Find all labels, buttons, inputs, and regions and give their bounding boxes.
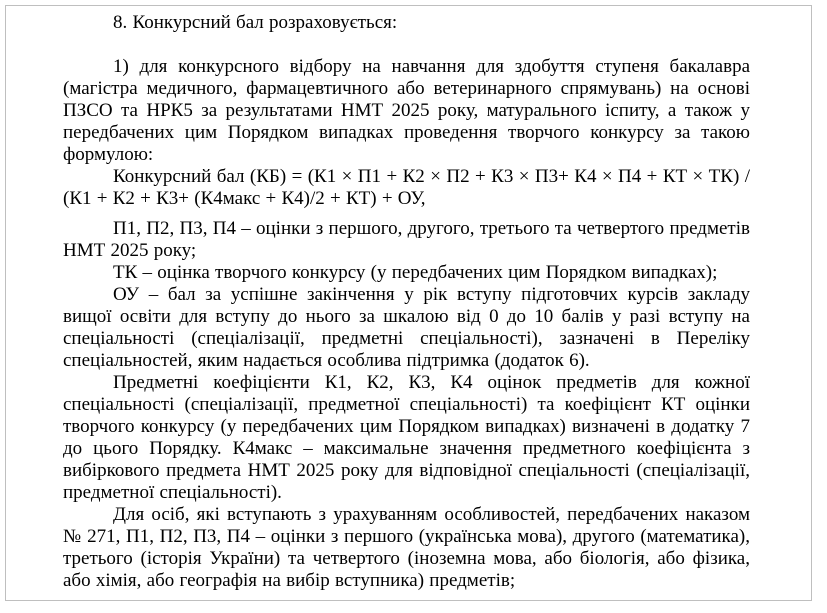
paragraph-heading: 8. Конкурсний бал розраховується: (113, 12, 398, 33)
document-page (5, 5, 812, 601)
paragraph-special-cases: Для осіб, які вступають з урахуванням особливостей, передбачених наказом № 271, П1, П2, П3, П4 – оцінки з першого (українська мова), другого (математика), третього (історія України) та четвертого (іноземна мова, або біологія, або фізика, або хімія, або географія на вибір вступника) предметів; (63, 504, 750, 591)
paragraph-definition-p1-p4: П1, П2, П3, П4 – оцінки з першого, другого, третього та четвертого предметів НМТ 2025 року; (63, 218, 750, 261)
paragraph-intro: 1) для конкурсного відбору на навчання для здобуття ступеня бакалавра (магістра медичного, фармацевтичного або ветеринарного спрямувань) на основі ПЗСО та НРК5 за результатами НМТ 2025 року, матурального іспиту, а також у передбачених цим Порядком випадках проведення творчого конкурсу за такою формулою: (63, 56, 750, 165)
paragraph-coefficients: Предметні коефіцієнти К1, К2, К3, К4 оцінок предметів для кожної спеціальності (спеціалізації, предметної спеціальності) та коефіцієнт КТ оцінки творчого конкурсу (у передбачених цим Порядком випадках) визначені в додатку 7 до цього Порядку. К4макс – максимальне значення предметного коефіцієнта з вибіркового предмета НМТ 2025 року для відповідної спеціальності (спеціалізації, предметної спеціальності). (63, 372, 750, 503)
paragraph-definition-ou: ОУ – бал за успішне закінчення у рік вступу підготовчих курсів закладу вищої освіти для вступу до нього за шкалою від 0 до 10 балів у разі вступу на спеціальності (спеціалізації, предметні спеціальності), зазначені в Переліку спеціальностей, яким надається особлива підтримка (додаток 6). (63, 284, 750, 371)
paragraph-definition-tk: ТК – оцінка творчого конкурсу (у передбачених цим Порядком випадках); (113, 262, 718, 283)
document-content (6, 6, 811, 600)
paragraph-formula: Конкурсний бал (КБ) = (К1 × П1 + К2 × П2 + К3 × П3+ К4 × П4 + КТ × ТК) / (К1 + К2 + К3+ (К4макс + К4)/2 + КТ) + ОУ, (63, 166, 750, 209)
